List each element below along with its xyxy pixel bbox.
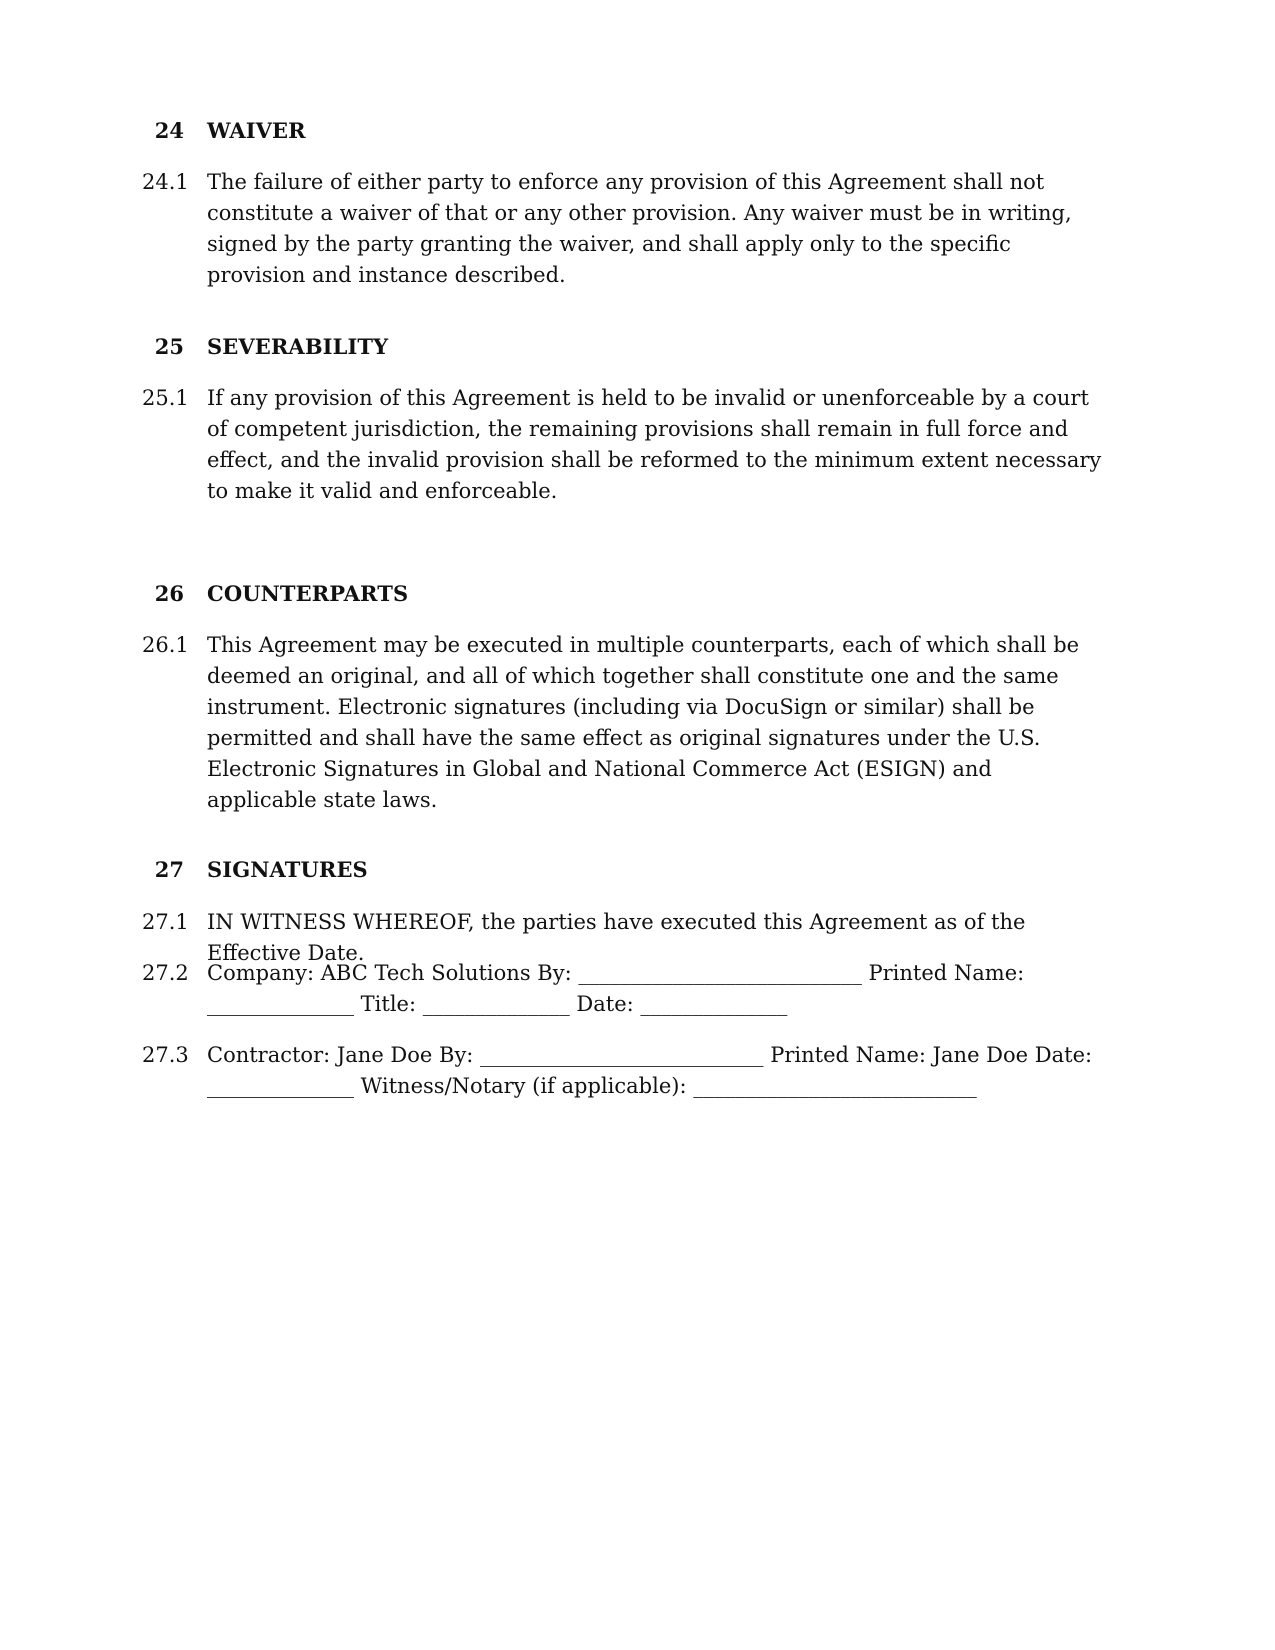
clause-text: The failure of either party to enforce any provision of this Agreement shall not constitute a waiver of that or any other provision. Any waiver must be in writing, signed by the party granting the waiver, and shall apply only to the specific provision and instance described.: [207, 170, 1072, 287]
section-heading-25: [0, 332, 1275, 362]
section-heading-27: [0, 855, 1275, 885]
section-title: COUNTERPARTS: [207, 581, 409, 606]
section-number: 27: [154, 857, 184, 882]
section-heading-24: [0, 116, 1275, 146]
section-title: WAIVER: [207, 118, 306, 143]
clause-number: 24.1: [142, 170, 189, 194]
section-number: 24: [154, 118, 184, 143]
clause-text: If any provision of this Agreement is held to be invalid or unenforceable by a court of competent jurisdiction, the remaining provisions shall remain in full force and effect, and the invalid provision shall be reformed to the minimum extent necessary to make it valid and enforceable.: [207, 386, 1102, 503]
clause-text: Company: ABC Tech Solutions By: ___________________________ Printed Name: ______________ Title: ______________ Date: ______________: [207, 961, 1025, 1016]
clause-number: 27.2: [142, 961, 189, 985]
section-number: 26: [154, 581, 184, 606]
section-heading-26: [0, 579, 1275, 609]
section-title: SEVERABILITY: [207, 334, 389, 359]
clause-text: Contractor: Jane Doe By: ___________________________ Printed Name: Jane Doe Date: ______________ Witness/Notary (if applicable): ___________________________: [207, 1043, 1093, 1098]
clause-text: This Agreement may be executed in multiple counterparts, each of which shall be deemed an original, and all of which together shall constitute one and the same instrument. Electronic signatures (including via DocuSign or similar) shall be permitted and shall have the same effect as original signatures under the U.S. Electronic Signatures in Global and National Commerce Act (ESIGN) and applicable state laws.: [207, 633, 1080, 812]
clause-number: 27.3: [142, 1043, 189, 1067]
section-number: 25: [154, 334, 184, 359]
clause-number: 27.1: [142, 910, 189, 934]
section-title: SIGNATURES: [207, 857, 368, 882]
clause-number: 26.1: [142, 633, 189, 657]
clause-text: IN WITNESS WHEREOF, the parties have executed this Agreement as of the Effective Date.: [207, 910, 1026, 965]
clause-number: 25.1: [142, 386, 189, 410]
